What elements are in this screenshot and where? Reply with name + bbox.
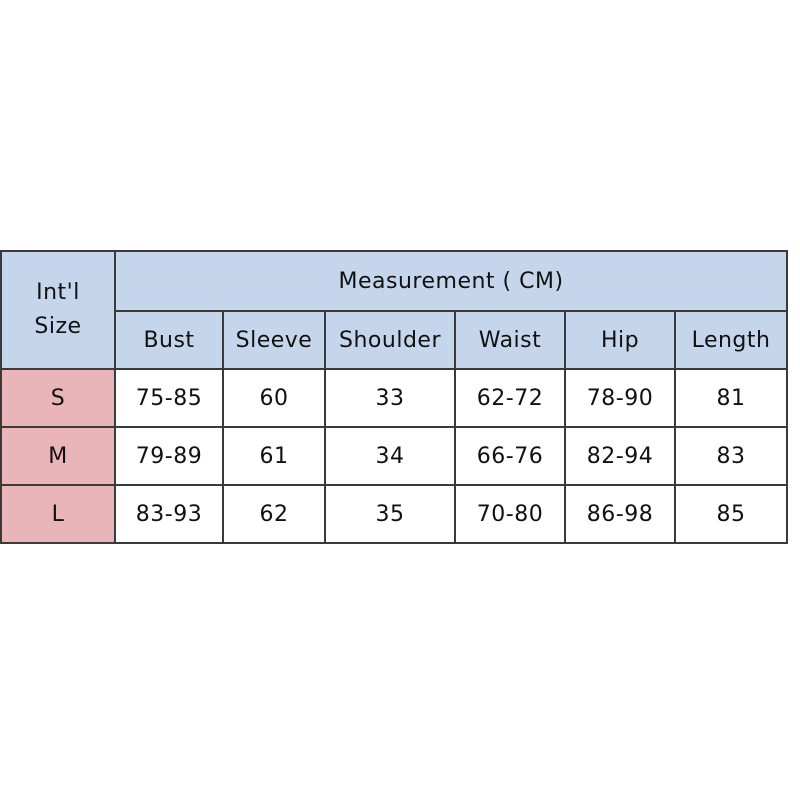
bust-cell: 75-85	[115, 369, 223, 427]
column-header-shoulder: Shoulder	[325, 311, 455, 369]
hip-cell: 86-98	[565, 485, 675, 543]
size-cell: L	[1, 485, 115, 543]
waist-cell: 66-76	[455, 427, 565, 485]
hip-cell: 78-90	[565, 369, 675, 427]
bust-cell: 83-93	[115, 485, 223, 543]
column-header-hip: Hip	[565, 311, 675, 369]
length-cell: 81	[675, 369, 787, 427]
bust-cell: 79-89	[115, 427, 223, 485]
shoulder-cell: 35	[325, 485, 455, 543]
column-header-row	[1, 311, 787, 369]
intl-size-label-line1: Int'l	[36, 280, 80, 305]
sleeve-cell: 62	[223, 485, 325, 543]
column-header-waist: Waist	[455, 311, 565, 369]
sleeve-cell: 60	[223, 369, 325, 427]
table-row	[1, 427, 787, 485]
size-cell: S	[1, 369, 115, 427]
column-header-length: Length	[675, 311, 787, 369]
column-header-bust: Bust	[115, 311, 223, 369]
table-row	[1, 369, 787, 427]
intl-size-label-line2: Size	[34, 314, 82, 339]
intl-size-header	[1, 251, 115, 369]
hip-cell: 82-94	[565, 427, 675, 485]
length-cell: 85	[675, 485, 787, 543]
measurement-header: Measurement ( CM)	[115, 251, 787, 311]
table-header-row	[1, 251, 787, 311]
shoulder-cell: 33	[325, 369, 455, 427]
size-chart-table	[0, 250, 788, 544]
waist-cell: 70-80	[455, 485, 565, 543]
table-row	[1, 485, 787, 543]
column-header-sleeve: Sleeve	[223, 311, 325, 369]
size-cell: M	[1, 427, 115, 485]
sleeve-cell: 61	[223, 427, 325, 485]
waist-cell: 62-72	[455, 369, 565, 427]
shoulder-cell: 34	[325, 427, 455, 485]
length-cell: 83	[675, 427, 787, 485]
